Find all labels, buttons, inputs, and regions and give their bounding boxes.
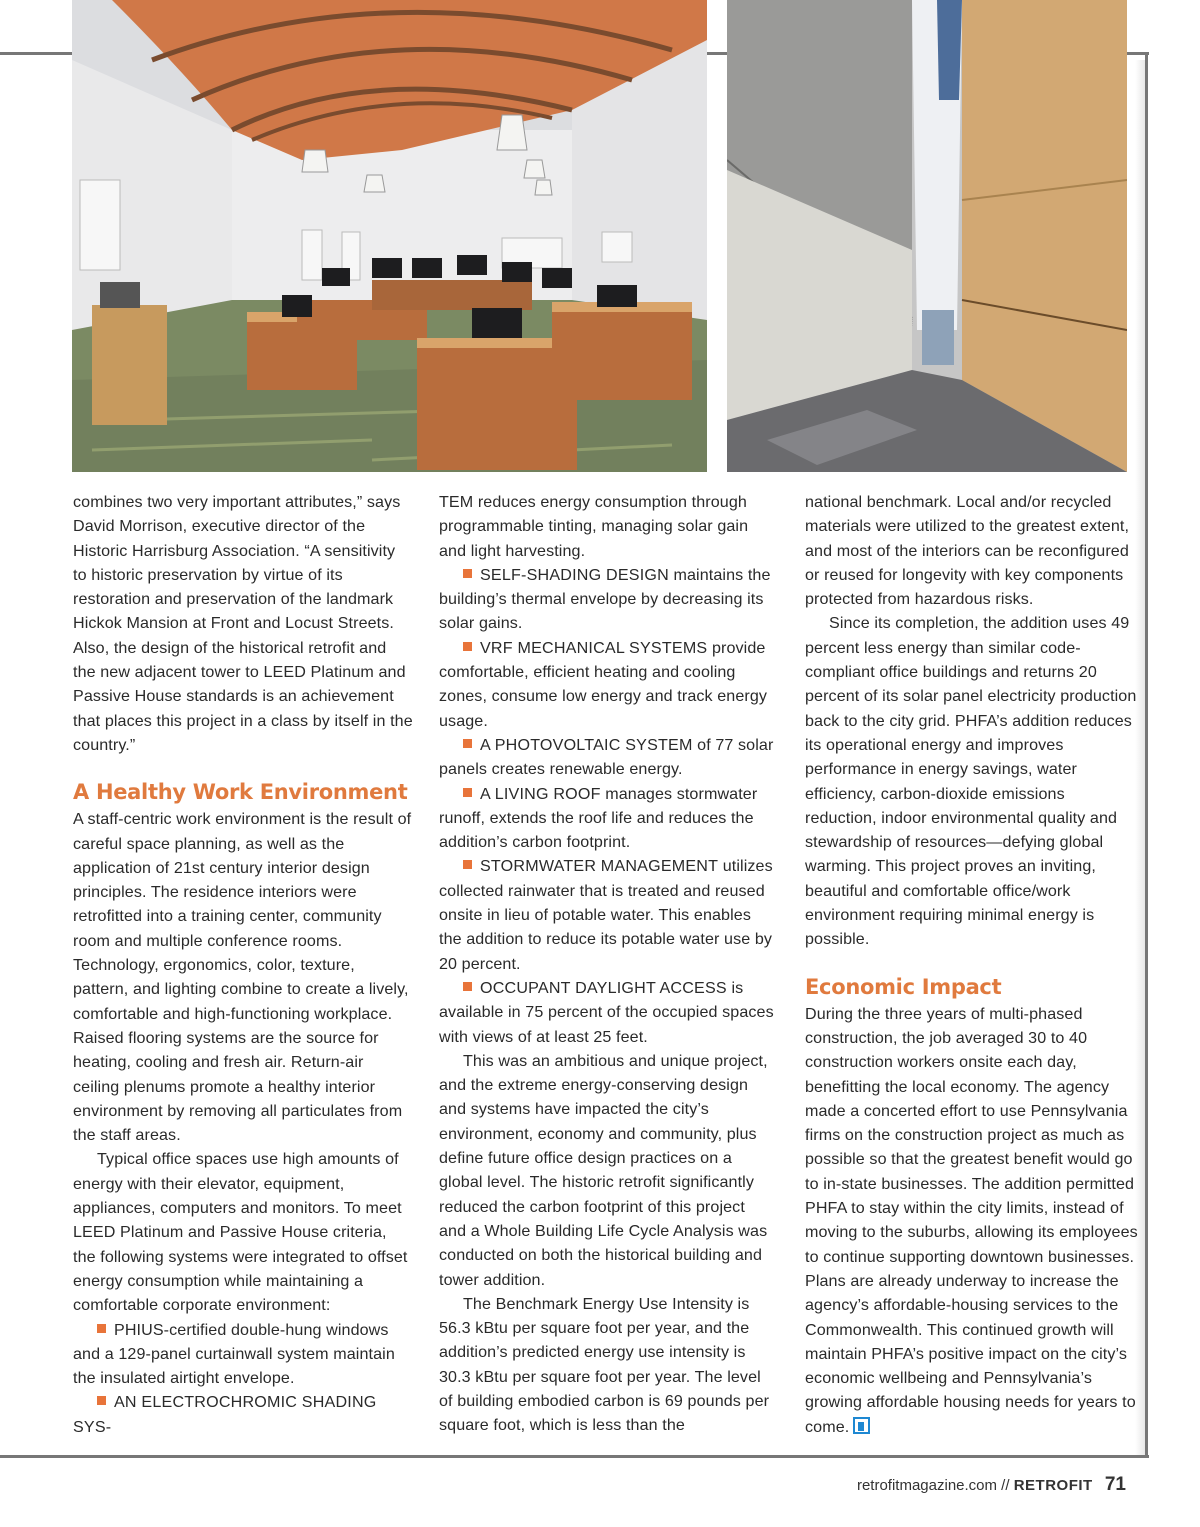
paragraph: TEM reduces energy consumption through programmable tinting, managing solar gain and light harvesting.	[439, 493, 749, 560]
footer-brand: RETROFIT	[1013, 1477, 1093, 1494]
bullet-item: A PHOTOVOLTAIC SYSTEM of 77 solar panels creates renewable energy.	[439, 735, 774, 779]
frame-bottom-line	[0, 1455, 1149, 1458]
square-bullet-icon	[463, 982, 472, 991]
bullet-item: AN ELECTROCHROMIC SHADING SYS-	[73, 1393, 377, 1436]
paragraph: This was an ambitious and unique project, and the extreme energy-conserving design and systems have impacted the city’s environment, economy and community, plus define future office design practices on a global level. The historic retrofit significantly reduced the carbon footprint of this project and a Whole Building Life Cycle Analysis was conducted on both the historical building and tower addition.	[439, 1051, 768, 1289]
corridor-photo	[727, 0, 1127, 472]
end-of-article-icon	[853, 1417, 870, 1434]
frame-right-line	[1145, 52, 1148, 1458]
square-bullet-icon	[463, 860, 472, 869]
square-bullet-icon	[463, 569, 472, 578]
paragraph: The Benchmark Energy Use Intensity is 56.3 kBtu per square foot per year, and the addition’s predicted energy use intensity is 30.3 kBtu per square foot per year. The level of building embodied carbon is 69 pounds per square foot, which is less than the	[439, 1294, 770, 1435]
bullet-item: OCCUPANT DAYLIGHT ACCESS is available in 75 percent of the occupied spaces with views of at least 25 feet.	[439, 978, 774, 1046]
section-heading-economic-impact: Economic Impact	[805, 974, 1002, 999]
bullet-item: A LIVING ROOF manages stormwater runoff, extends the roof life and reduces the addition’s carbon footprint.	[439, 784, 758, 852]
square-bullet-icon	[463, 642, 472, 651]
paragraph: A staff-centric work environment is the result of careful space planning, as well as the application of 21st century interior design principles. The residence interiors were retrofitted into a training center, community room and multiple conference rooms. Technology, ergonomics, color, texture, pattern, and lighting combine to create a lively, comfortable and high-functioning workplace. Raised flooring systems are the source for heating, cooling and fresh air. Return-air ceiling plenums promote a healthy interior environment by removing all particulates from the staff areas.	[73, 810, 412, 1145]
paragraph: Since its completion, the addition uses 49 percent less energy than similar code-compliant office buildings and returns 20 percent of its solar panel electricity production back to the city grid. PHFA’s addition reduces its operational energy and improves performance in energy savings, water efficiency, carbon-dioxide emissions reduction, indoor environmental quality and stewardship of resources—defying global warming. This project proves an inviting, beautiful and comfortable office/work environment requiring minimal energy is possible.	[805, 614, 1137, 949]
section-heading-healthy-work-environment: A Healthy Work Environment	[73, 780, 408, 805]
square-bullet-icon	[463, 739, 472, 748]
bullet-item: STORMWATER MANAGEMENT utilizes collected rainwater that is treated and reused onsite in lieu of potable water. This enables the addition to reduce its potable water use by 20 percent.	[439, 857, 773, 973]
text-column-3	[805, 490, 1140, 1439]
bullet-item: SELF-SHADING DESIGN maintains the building’s thermal envelope by decreasing its solar gains.	[439, 565, 771, 633]
paragraph: combines two very important attributes,” says David Morrison, executive director of the Historic Harrisburg Association. “A sensitivity to historic preservation by virtue of its restoration and preservation of the landmark Hickok Mansion at Front and Locust Streets. Also, the design of the historical retrofit and the new adjacent tower to LEED Platinum and Passive House standards is an achievement that places this project in a class by itself in the country.”	[73, 493, 413, 754]
paragraph: national benchmark. Local and/or recycled materials were utilized to the greatest extent, and most of the interiors can be reconfigured or reused for longevity with key components protected from hazardous risks.	[805, 493, 1130, 609]
bullet-item: PHIUS-certified double-hung windows and a 129-panel curtainwall system maintain the insulated airtight envelope.	[73, 1320, 395, 1388]
square-bullet-icon	[463, 788, 472, 797]
training-room-photo	[72, 0, 707, 472]
square-bullet-icon	[97, 1396, 106, 1405]
page-footer	[857, 1474, 1126, 1496]
text-column-2	[439, 490, 775, 1438]
square-bullet-icon	[97, 1324, 106, 1333]
paragraph: During the three years of multi-phased construction, the job averaged 30 to 40 construction workers onsite each day, benefitting the local economy. The agency made a concerted effort to use Pennsylvania firms on the construction project as much as possible so that the greatest benefit would go to in-state businesses. The addition permitted PHFA to stay within the city limits, instead of moving to the suburbs, allowing its employees to continue supporting downtown businesses. Plans are already underway to increase the agency’s affordable-housing services to the Commonwealth. This continued growth will maintain PHFA’s positive impact on the city’s economic wellbeing and Pennsylvania’s growing affordable housing needs for years to come.	[805, 1004, 1138, 1436]
bullet-item: VRF MECHANICAL SYSTEMS provide comfortable, efficient heating and cooling zones, consume low energy and track energy usage.	[439, 638, 768, 730]
page-number: 71	[1104, 1474, 1126, 1495]
paragraph: Typical office spaces use high amounts of energy with their elevator, equipment, appliances, computers and monitors. To meet LEED Platinum and Passive House criteria, the following systems were integrated to offset energy consumption while maintaining a comfortable corporate environment:	[73, 1150, 408, 1315]
text-column-1	[73, 490, 413, 1439]
footer-site-link[interactable]: retrofitmagazine.com //	[856, 1477, 1010, 1494]
